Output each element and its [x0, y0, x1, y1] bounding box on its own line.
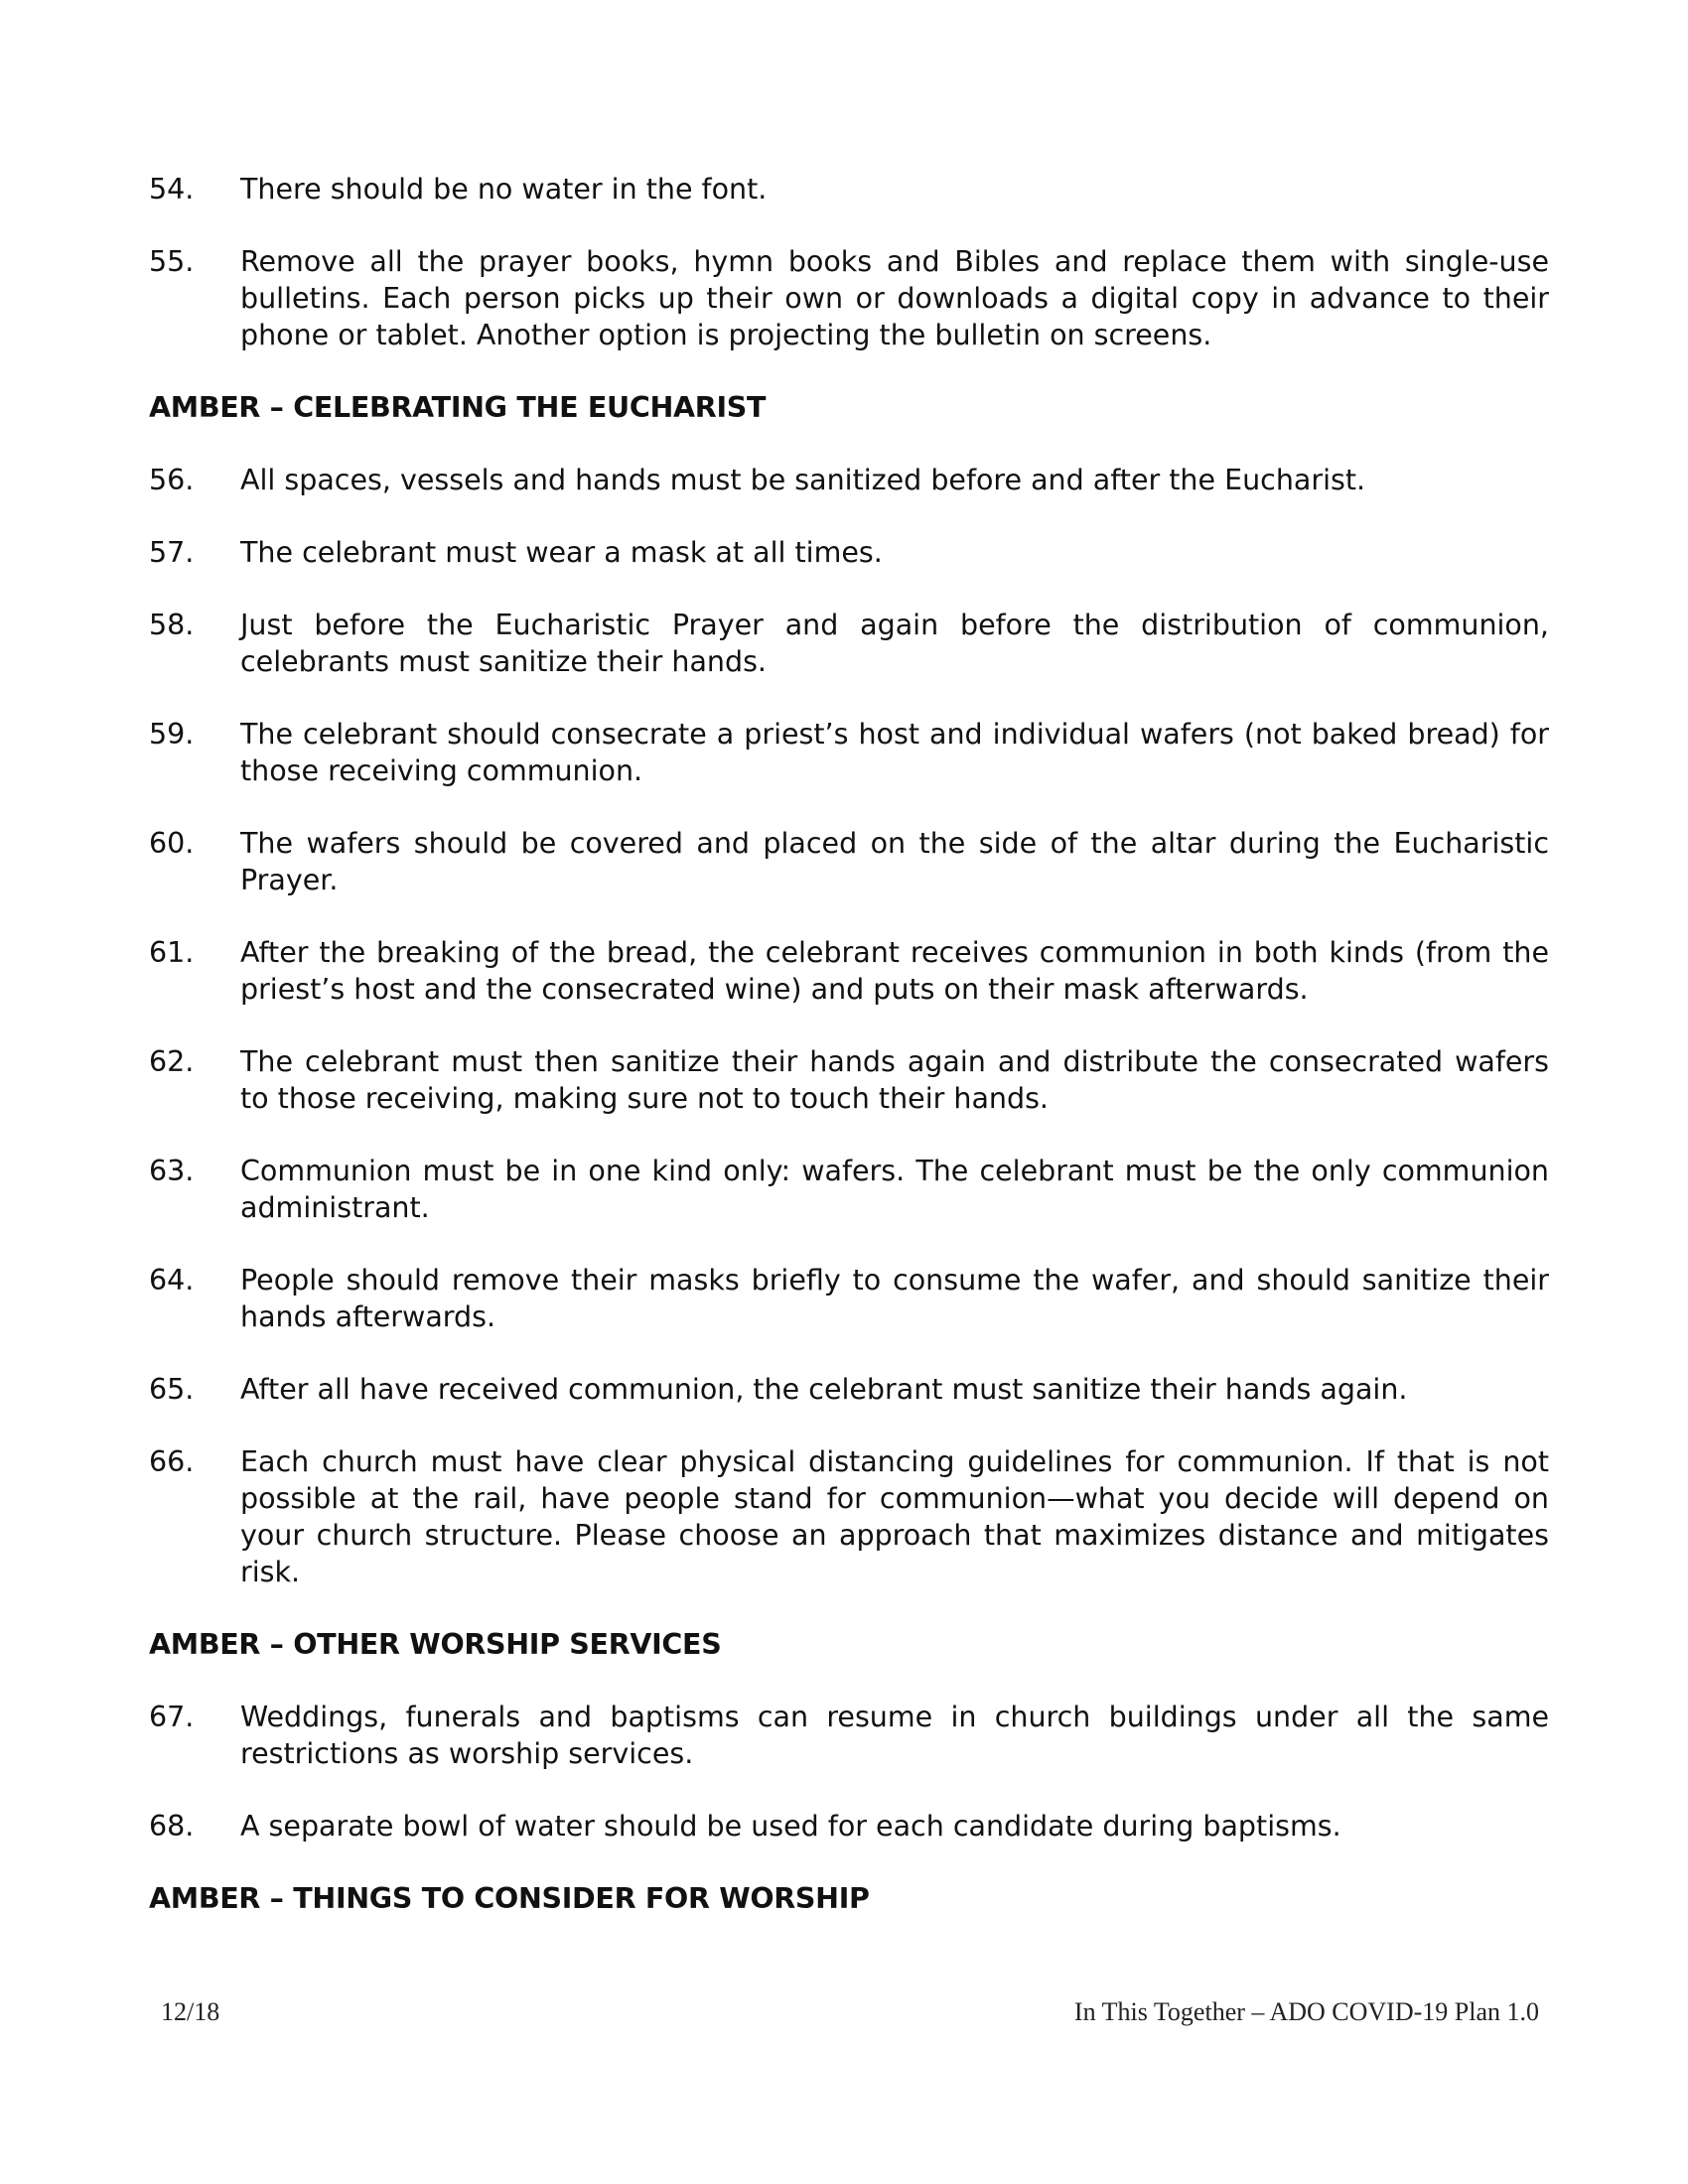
item-text: The celebrant must wear a mask at all times. — [240, 536, 883, 569]
item-text: Communion must be in one kind only: wafers. The celebrant must be the only communion administrant. — [240, 1155, 1549, 1224]
item-text: Weddings, funerals and baptisms can resume in church buildings under all the same restrictions as worship services. — [240, 1701, 1549, 1770]
numbered-item — [149, 716, 1549, 789]
numbered-item — [149, 243, 1549, 353]
numbered-item — [149, 607, 1549, 680]
item-number: 54. — [149, 173, 195, 205]
item-number: 67. — [149, 1701, 195, 1733]
document-body — [149, 171, 1549, 1953]
page-footer — [161, 1997, 1539, 2027]
item-text: Each church must have clear physical distancing guidelines for communion. If that is not possible at the rail, have people stand for communion—what you decide will depend on your church structure. Please choose an approach that maximizes distance and mitigates risk. — [240, 1445, 1549, 1588]
section-heading: AMBER – THINGS TO CONSIDER FOR WORSHIP — [149, 1882, 870, 1915]
item-text: After the breaking of the bread, the celebrant receives communion in both kinds (from the priest’s host and the consecrated wine) and puts on their mask afterwards. — [240, 936, 1549, 1006]
item-number: 65. — [149, 1373, 195, 1406]
item-text: Remove all the prayer books, hymn books and Bibles and replace them with single-use bulletins. Each person picks up their own or downloads a digital copy in advance to their phone or tablet. Another option is projecting the bulletin on screens. — [240, 245, 1549, 351]
item-text: People should remove their masks briefly to consume the wafer, and should sanitize their hands afterwards. — [240, 1264, 1549, 1333]
item-number: 60. — [149, 827, 195, 860]
page-number: 12/18 — [161, 1997, 220, 2026]
item-number: 61. — [149, 936, 195, 969]
item-text: A separate bowl of water should be used for each candidate during baptisms. — [240, 1810, 1341, 1843]
item-number: 56. — [149, 464, 195, 496]
item-number: 57. — [149, 536, 195, 569]
section-heading: AMBER – OTHER WORSHIP SERVICES — [149, 1628, 722, 1661]
item-text: All spaces, vessels and hands must be sanitized before and after the Eucharist. — [240, 464, 1366, 496]
item-number: 58. — [149, 609, 195, 641]
item-number: 63. — [149, 1155, 195, 1187]
numbered-item — [149, 1371, 1549, 1408]
numbered-item — [149, 825, 1549, 898]
item-number: 62. — [149, 1045, 195, 1078]
numbered-item — [149, 171, 1549, 207]
item-text: The celebrant should consecrate a priest’s host and individual wafers (not baked bread) for those receiving communion. — [240, 718, 1549, 787]
item-text: The wafers should be covered and placed on the side of the altar during the Eucharistic Prayer. — [240, 827, 1549, 896]
item-text: Just before the Eucharistic Prayer and again before the distribution of communion, celebrants must sanitize their hands. — [240, 609, 1549, 678]
item-number: 64. — [149, 1264, 195, 1297]
item-text: The celebrant must then sanitize their hands again and distribute the consecrated wafers to those receiving, making sure not to touch their hands. — [240, 1045, 1549, 1115]
numbered-item — [149, 534, 1549, 571]
item-number: 55. — [149, 245, 195, 278]
numbered-item — [149, 1699, 1549, 1772]
document-title: In This Together – ADO COVID-19 Plan 1.0 — [1073, 1997, 1539, 2026]
item-text: After all have received communion, the celebrant must sanitize their hands again. — [240, 1373, 1408, 1406]
numbered-item — [149, 1262, 1549, 1335]
numbered-item — [149, 1808, 1549, 1844]
numbered-item — [149, 1153, 1549, 1226]
section-heading: AMBER – CELEBRATING THE EUCHARIST — [149, 391, 767, 424]
item-text: There should be no water in the font. — [240, 173, 768, 205]
numbered-item — [149, 462, 1549, 498]
item-number: 68. — [149, 1810, 195, 1843]
numbered-item — [149, 1043, 1549, 1117]
item-number: 66. — [149, 1445, 195, 1478]
numbered-item — [149, 934, 1549, 1008]
numbered-item — [149, 1443, 1549, 1590]
item-number: 59. — [149, 718, 195, 751]
